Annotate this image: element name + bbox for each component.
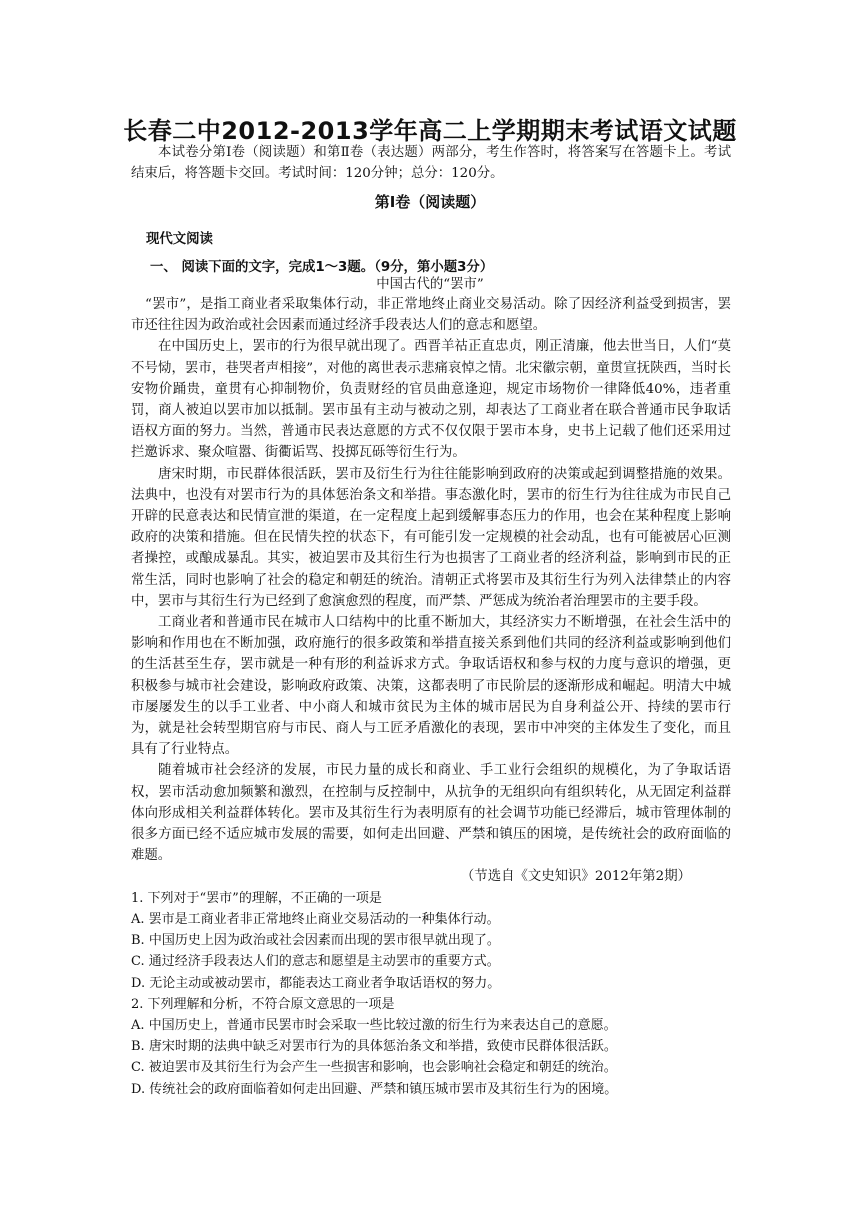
- question-group-heading: 一、 阅读下面的文字，完成1～3题。（9分，第小题3分）: [150, 260, 494, 275]
- question-1: [131, 888, 731, 994]
- option-b: B. 唐宋时期的法典中缺乏对罢市行为的具体惩治条文和举措，致使市民群体很活跃。: [131, 1039, 617, 1055]
- option-b: B. 中国历史上因为政治或社会因素而出现的罢市很早就出现了。: [131, 933, 500, 949]
- intro-block: [131, 142, 731, 184]
- article-title: 中国古代的“罢市”: [376, 277, 484, 292]
- paragraph: 唐宋时期，市民群体很活跃，罢市及衍生行为往往能影响到政府的决策或起到调整措施的效果。法典中，也没有对罢市行为的具体惩治条文和举措。事态激化时，罢市的衍生行为往往成为市民自己开辟的民意表达和民情宣泄的渠道，在一定程度上起到缓解事态压力的作用，也会在某种程度上影响政府的决策和措施。但在民情失控的状态下，有可能引发一定规模的社会动乱，也有可能被居心叵测者操控，或酿成暴乱。其实，被迫罢市及其衍生行为也损害了工商业者的经济利益，影响到市民的正常生活，同时也影响了社会的稳定和朝廷的统治。清朝正式将罢市及其衍生行为列入法律禁止的内容中，罢市与其衍生行为已经到了愈演愈烈的程度，而严禁、严惩成为统治者治理罢市的主要手段。: [131, 466, 731, 609]
- option-c: C. 被迫罢市及其衍生行为会产生一些损害和影响，也会影响社会稳定和朝廷的统治。: [131, 1060, 617, 1076]
- source-citation: （节选自《文史知识》2012年第2期）: [460, 869, 691, 885]
- paragraph: “罢市”，是指工商业者采取集体行动，非正常地终止商业交易活动。除了因经济利益受到损害，罢市还往往因为政治或社会因素而通过经济手段表达人们的意志和愿望。: [131, 297, 731, 334]
- question-2: [131, 994, 731, 1100]
- paragraph: 在中国历史上，罢市的行为很早就出现了。西晋羊祜正直忠贞，刚正清廉，他去世当日，人们“莫不号恸，罢市，巷哭者声相接”，对他的离世表示悲痛哀悼之情。北宋徽宗朝，童贯宣抚陕西，当时长安物价踊贵，童贯有心抑制物价，负责财经的官员曲意逢迎，规定市场物价一律降低40%，违者重罚，商人被迫以罢市加以抵制。罢市虽有主动与被动之别，却表达了工商业者在联合普通市民争取话语权方面的努力。当然，普通市民表达意愿的方式不仅仅限于罢市本身，史书上记载了他们还采用过拦邀诉求、聚众喧嚣、街衢诟骂、投掷瓦砾等衍生行为。: [131, 339, 731, 461]
- intro-text: 本试卷分第Ⅰ卷（阅读题）和第Ⅱ卷（表达题）两部分，考生作答时，将答案写在答题卡上。考试结束后，将答题卡交回。考试时间：120分钟；总分：120分。: [131, 145, 731, 182]
- part-heading: 第Ⅰ卷（阅读题）: [374, 193, 486, 211]
- option-a: A. 罢市是工商业者非正常地终止商业交易活动的一种集体行动。: [131, 911, 500, 927]
- paragraph: 随着城市社会经济的发展，市民力量的成长和商业、手工业行会组织的规模化，为了争取话语权，罢市活动愈加频繁和激烈，在控制与反控制中，从抗争的无组织向有组织转化，从无固定利益群体向形成相关利益群体转化。罢市及其衍生行为表明原有的社会调节功能已经滞后，城市管理体制的很多方面已经不适应城市发展的需要，如何走出回避、严禁和镇压的困境，是传统社会的政府面临的难题。: [131, 763, 731, 864]
- option-d: D. 无论主动或被动罢市，都能表达工商业者争取话语权的努力。: [131, 975, 501, 991]
- option-a: A. 中国历史上，普通市民罢市时会采取一些比较过激的衍生行为来表达自己的意愿。: [131, 1017, 617, 1033]
- question-stem: 2. 下列理解和分析，不符合原文意思的一项是: [131, 996, 395, 1012]
- question-stem: 1. 下列对于“罢市”的理解，不正确的一项是: [131, 890, 382, 906]
- article-body: [131, 294, 731, 1100]
- page-title: 长春二中2012-2013学年高二上学期期末考试语文试题: [123, 117, 737, 145]
- paragraph: 工商业者和普通市民在城市人口结构中的比重不断加大，其经济实力不断增强，在社会生活中的影响和作用也在不断加强，政府施行的很多政策和举措直接关系到他们共同的经济利益或影响到他们的生活甚至生存，罢市就是一种有形的利益诉求方式。争取话语权和参与权的力度与意识的增强，更积极参与城市社会建设，影响政府政策、决策，这都表明了市民阶层的逐渐形成和崛起。明清大中城市屡屡发生的以手工业者、中小商人和城市贫民为主体的城市居民为自身利益公开、持续的罢市行为，就是社会转型期官府与市民、商人与工匠矛盾激化的表现，罢市中冲突的主体发生了变化，而且具有了行业特点。: [131, 615, 731, 758]
- section-heading: 现代文阅读: [146, 232, 213, 247]
- option-c: C. 通过经济手段表达人们的意志和愿望是主动罢市的重要方式。: [131, 954, 500, 970]
- option-d: D. 传统社会的政府面临着如何走出回避、严禁和镇压城市罢市及其衍生行为的困境。: [131, 1081, 618, 1097]
